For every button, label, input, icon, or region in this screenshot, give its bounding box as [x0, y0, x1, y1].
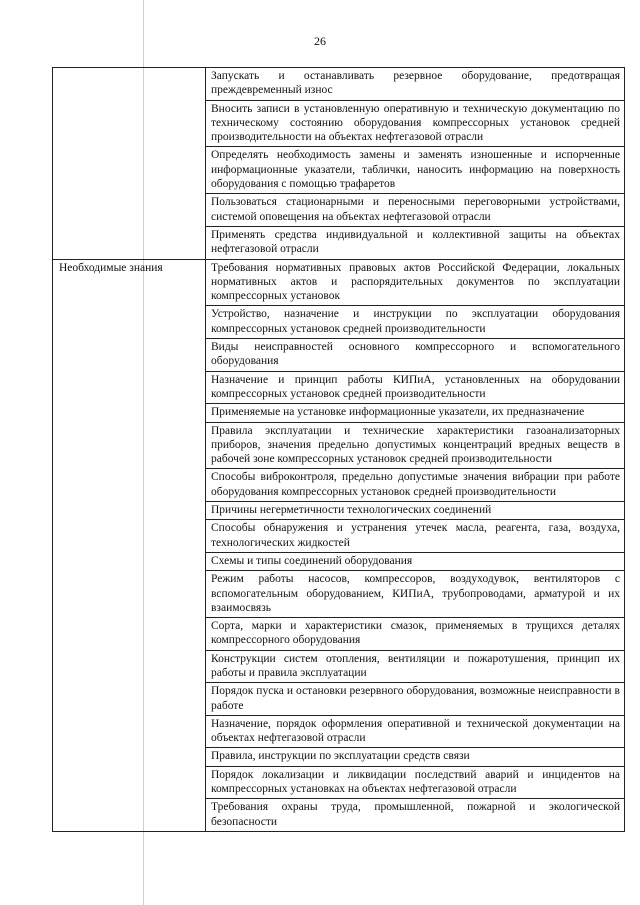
knowledge-item: Назначение и принцип работы КИПиА, установленных на оборудовании компрессорных установок средней производительности — [206, 372, 624, 405]
skills-label-cell — [53, 68, 206, 260]
skills-items-cell — [206, 68, 625, 260]
knowledge-item: Виды неисправностей основного компрессорного и вспомогательного оборудования — [206, 339, 624, 372]
skill-item: Запускать и останавливать резервное оборудование, предотвращая преждевременный износ — [206, 68, 624, 101]
knowledge-item: Устройство, назначение и инструкции по эксплуатации оборудования компрессорных установок средней производительности — [206, 306, 624, 339]
knowledge-row — [53, 259, 625, 831]
knowledge-item: Схемы и типы соединений оборудования — [206, 553, 624, 571]
knowledge-item: Требования нормативных правовых актов Российской Федерации, локальных нормативных актов и распорядительных документов по эксплуатации компрессорных установок — [206, 260, 624, 307]
knowledge-item: Режим работы насосов, компрессоров, воздуходувок, вентиляторов с вспомогательным оборудованием, КИПиА, трубопроводами, арматурой и их взаимосвязь — [206, 571, 624, 618]
knowledge-items-cell — [206, 259, 625, 831]
knowledge-item: Порядок пуска и остановки резервного оборудования, возможные неисправности в работе — [206, 683, 624, 716]
knowledge-item: Требования охраны труда, промышленной, пожарной и экологической безопасности — [211, 801, 620, 828]
knowledge-item: Порядок локализации и ликвидации последствий аварий и инцидентов на компрессорных установках на объектах нефтегазовой отрасли — [206, 767, 624, 800]
knowledge-item: Причины негерметичности технологических соединений — [206, 502, 624, 520]
knowledge-item: Конструкции систем отопления, вентиляции и пожаротушения, принцип их работы и правила эксплуатации — [206, 651, 624, 684]
page-number: 26 — [314, 34, 326, 48]
skill-item: Пользоваться стационарными и переносными переговорными устройствами, системой оповещения на объектах нефтегазовой отрасли — [206, 194, 624, 227]
knowledge-label-cell: Необходимые знания — [53, 259, 206, 831]
skill-item: Применять средства индивидуальной и коллективной защиты на объектах нефтегазовой отрасли — [211, 228, 620, 256]
knowledge-item: Сорта, марки и характеристики смазок, применяемых в трущихся деталях компрессорного оборудования — [206, 618, 624, 651]
knowledge-item: Способы виброконтроля, предельно допустимые значения вибрации при работе оборудования компрессорных установок средней производительности — [206, 469, 624, 502]
skill-item: Определять необходимость замены и заменять изношенные и испорченные информационные указатели, таблички, наносить информацию на поверхность оборудования с помощью трафаретов — [206, 147, 624, 194]
knowledge-item: Правила эксплуатации и технические характеристики газоанализаторных приборов, значения предельно допустимых концентраций вредных веществ в рабочей зоне компрессорных установок средней производительности — [206, 423, 624, 470]
knowledge-item: Применяемые на установке информационные указатели, их предназначение — [206, 404, 624, 422]
skill-item: Вносить записи в установленную оперативную и техническую документацию по техническому состоянию оборудования компрессорных установок средней производительности на объектах нефтегазовой отрасли — [206, 101, 624, 148]
requirements-table — [52, 67, 625, 832]
knowledge-item: Способы обнаружения и устранения утечек масла, реагента, газа, воздуха, технологических жидкостей — [206, 520, 624, 553]
knowledge-item: Правила, инструкции по эксплуатации средств связи — [206, 748, 624, 766]
skills-row — [53, 68, 625, 260]
knowledge-item: Назначение, порядок оформления оперативной и технической документации на объектах нефтегазовой отрасли — [206, 716, 624, 749]
